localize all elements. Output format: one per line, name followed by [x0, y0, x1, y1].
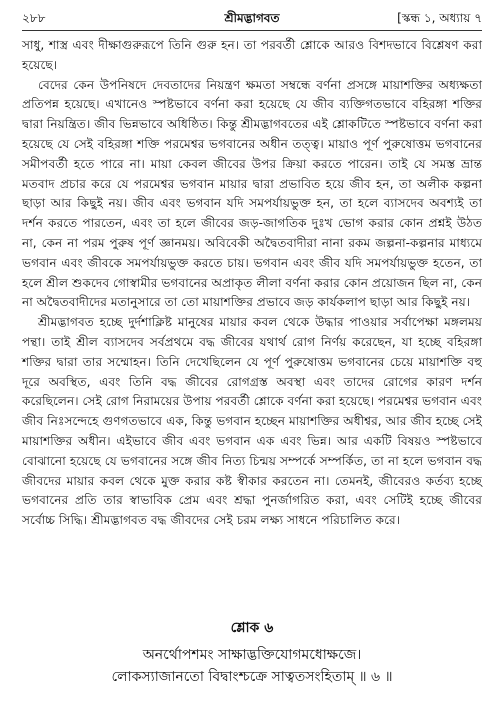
verse-line: অনর্থোপশমং সাক্ষাদ্ভক্তিযোগমধোক্ষজে। [142, 647, 362, 663]
verse-text [22, 644, 482, 688]
verse-line: লোকস্যাজানতো বিদ্বাংশ্চক্রে সাত্বতসংহিতাম্ ॥ ৬ ॥ [111, 669, 393, 685]
running-title: শ্রীমদ্ভাগবত [224, 11, 280, 25]
page-header [22, 8, 482, 28]
document-page [22, 8, 482, 698]
header-rule [22, 30, 482, 31]
paragraph: বেদের কেন উপনিষদে দেবতাদের নিয়ন্ত্রণ ক্ষমতা সম্বন্ধে বর্ণনা প্রসঙ্গে মায়াশক্তির অধ্যক্ষতা প্রতিপন্ন হয়েছে। এখানেও স্পষ্টভাবে বর্ণনা করা হয়েছে যে জীব ব্যক্তিগতভাবে বহিরঙ্গা শক্তির দ্বারা নিয়ন্ত্রিত। জীব ভিন্নভাবে অধিষ্ঠিত। কিন্তু শ্রীমদ্ভাগবতের এই শ্লোকটিতে স্পষ্টভাবে বর্ণনা করা হয়েছে যে সেই বহিরঙ্গা শক্তি পরমেশ্বর ভগবানের অধীন তত্ত্ব। মায়াও পূর্ণ পুরুষোত্তম ভগবানের সমীপবর্তী হতে পারে না। মায়া কেবল জীবের উপর ক্রিয়া করতে পারেন। তাই যে সমস্ত ভ্রান্ত মতবাদ প্রচার করে যে পরমেশ্বর ভগবান মায়ার দ্বারা প্রভাবিত হয়ে জীব হন, তা অলীক কল্পনা ছাড়া আর কিছুই নয়। জীব এবং ভগবান যদি সমপর্যায়ভুক্ত হন, তা হলে ব্যাসদেব অবশ্যই তা দর্শন করতে পারতেন, এবং তা হলে জীবের জড়-জাগতিক দুঃখ ভোগ করার কোন প্রশ্নই উঠত না, কেন না পরম পুরুষ পূর্ণ জ্ঞানময়। অবিবেকী অদ্বৈতবাদীরা নানা রকম জল্পনা-কল্পনার মাধ্যমে ভগবান এবং জীবকে সমপর্যায়ভুক্ত করতে চায়। ভগবান এবং জীব যদি সমপর্যায়ভুক্ত হতেন, তা হলে শ্রীল শুকদেব গোস্বামীর ভগবানের অপ্রাকৃত লীলা বর্ণনা করার কোন প্রয়োজন ছিল না, কেন না অদ্বৈতবাদীদের মতানুসারে তা তো মায়াশক্তির প্রভাবে জড় কার্যকলাপ ছাড়া আর কিছুই নয়। [22, 77, 482, 310]
paragraph: সাধু, শাস্ত্র এবং দীক্ষাগুরুরূপে তিনি গুরু হন। তা পরবর্তী শ্লোকে আরও বিশদভাবে বিশ্লেষণ করা হয়েছে। [22, 38, 482, 72]
page-number: ২৮৮ [22, 11, 46, 25]
section-reference: [স্কন্ধ ১, অধ্যায় ৭ [397, 11, 482, 25]
paragraph: শ্রীমদ্ভাগবত হচ্ছে দুর্দশাক্লিষ্ট মানুষের মায়ার কবল থেকে উদ্ধার পাওয়ার সর্বাপেক্ষা মঙ্গলময় পন্থা। তাই শ্রীল ব্যাসদেব সর্বপ্রথমে বদ্ধ জীবের যথার্থ রোগ নির্ণয় করেছেন, যা হচ্ছে বহিরঙ্গা শক্তির দ্বারা তার সম্মোহন। তিনি দেখেছিলেন যে পূর্ণ পুরুষোত্তম ভগবানের চেয়ে মায়াশক্তি বহু দূরে অবস্থিত, এবং তিনি বদ্ধ জীবের রোগগ্রস্ত অবস্থা এবং তাদের রোগের কারণ দর্শন করেছিলেন। সেই রোগ নিরাময়ের উপায় পরবর্তী শ্লোকে বর্ণনা করা হয়েছে। পরমেশ্বর ভগবান এবং জীব নিঃসন্দেহে গুণগতভাবে এক, কিন্তু ভগবান হচ্ছেন মায়াশক্তির অধীশ্বর, আর জীব হচ্ছে সেই মায়াশক্তির অধীন। এইভাবে জীব এবং ভগবান এক এবং ভিন্ন। আর একটি বিষয়ও স্পষ্টভাবে বোঝানো হয়েছে যে ভগবানের সঙ্গে জীব নিত্য চিন্ময় সম্পর্কে সম্পর্কিত, তা না হলে ভগবান বদ্ধ জীবদের মায়ার কবল থেকে মুক্ত করার কষ্ট স্বীকার করতেন না। তেমনই, জীবেরও কর্তব্য হচ্ছে ভগবানের প্রতি তার স্বাভাবিক প্রেম এবং শ্রদ্ধা পুনর্জাগরিত করা, এবং সেটিই হচ্ছে জীবের সর্বোচ্চ সিদ্ধি। শ্রীমদ্ভাগবত বদ্ধ জীবদের সেই চরম লক্ষ্য সাধনে পরিচালিত করে। [22, 315, 482, 528]
verse-heading: শ্লোক ৬ [230, 620, 274, 636]
body-text [22, 36, 482, 531]
